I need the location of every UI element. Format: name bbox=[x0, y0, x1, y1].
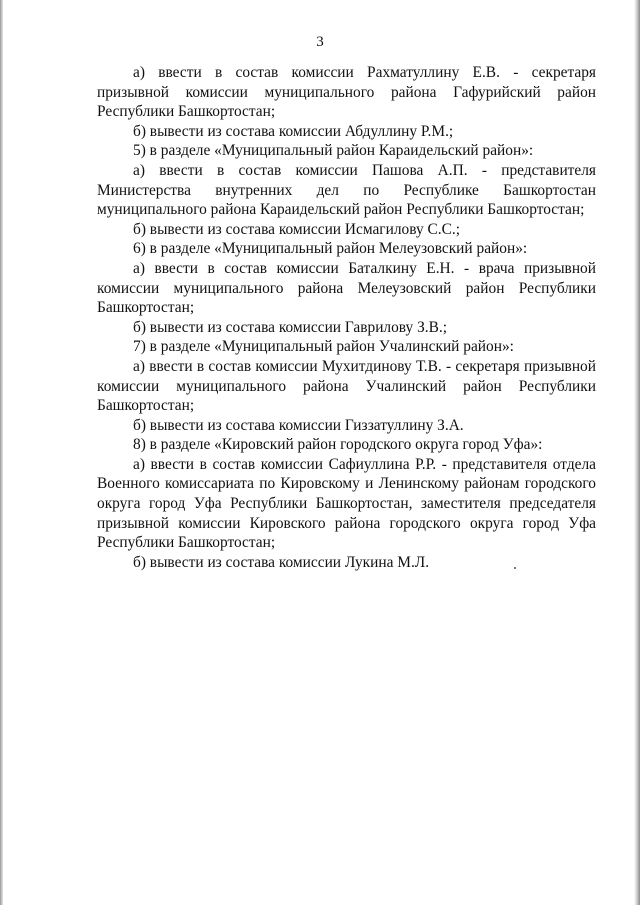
paragraph-7a-add: а) ввести в состав комиссии Мухитдинову Т.В. - секретаря призывной комиссии муниципального района Учалинский район Республики Башкортостан; bbox=[97, 357, 596, 415]
paragraph-8-heading: 8) в разделе «Кировский район городского округа город Уфа»: bbox=[133, 436, 543, 454]
paragraph-5b-remove: б) вывести из состава комиссии Исмагилову С.С.; bbox=[133, 220, 461, 238]
paragraph-8a-add: а) ввести в состав комиссии Сафиуллина Р.Р. - представителя отдела Военного комиссариата по Кировскому и Ленинскому районам городского округа город Уфа Республики Башкортостан, заместителя председателя призывной комиссии Кировского района городского округа город Уфа Республики Башкортостан; bbox=[97, 455, 596, 552]
paragraph-5-heading: 5) в разделе «Муниципальный район Караидельский район»: bbox=[133, 142, 534, 160]
page-number: 3 bbox=[316, 34, 324, 50]
paragraph-4b-remove: б) вывести из состава комиссии Абдуллину Р.М.; bbox=[133, 122, 454, 140]
paragraph-6b-remove: б) вывести из состава комиссии Гаврилову З.В.; bbox=[133, 318, 448, 336]
paragraph-7-heading: 7) в разделе «Муниципальный район Учалинский район»: bbox=[133, 338, 514, 356]
paragraph-8b-remove: б) вывести из состава комиссии Лукина М.Л. bbox=[133, 553, 430, 571]
paragraph-7b-remove: б) вывести из состава комиссии Гиззатуллину З.А. bbox=[133, 416, 464, 434]
scan-edge-left bbox=[0, 0, 3, 905]
paragraph-5a-add: а) ввести в состав комиссии Пашова А.П. - представителя Министерства внутренних дел по Республике Башкортостан муниципального района Караидельский район Республики Башкортостан; bbox=[97, 161, 596, 219]
paragraph-6a-add: а) ввести в состав комиссии Баталкину Е.Н. - врача призывной комиссии муниципального района Мелеузовский район Республики Башкортостан; bbox=[97, 259, 596, 317]
document-body bbox=[97, 63, 596, 572]
scan-edge-right bbox=[634, 0, 640, 905]
scan-speck bbox=[514, 567, 516, 569]
paragraph-6-heading: 6) в разделе «Муниципальный район Мелеузовский район»: bbox=[133, 240, 528, 258]
paragraph-4a-add: а) ввести в состав комиссии Рахматуллину Е.В. - секретаря призывной комиссии муниципального района Гафурийский район Республики Башкортостан; bbox=[97, 64, 596, 121]
